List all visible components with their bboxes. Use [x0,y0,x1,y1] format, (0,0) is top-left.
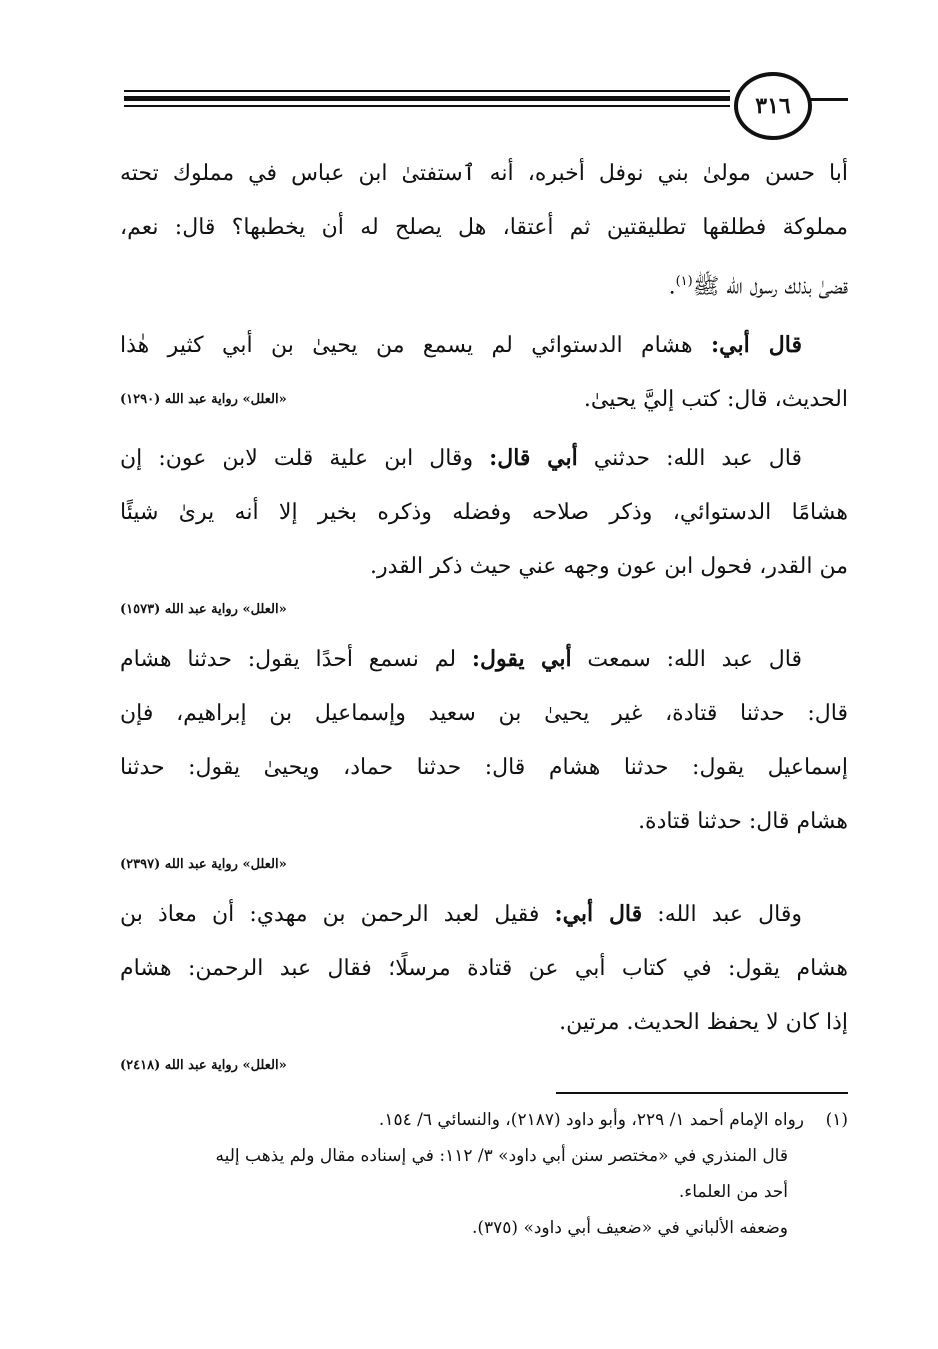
speaker-lead: أبي يقول: [471,646,572,673]
source-citation: «العلل» رواية عبد الله (٢٣٩٧) [120,857,287,873]
text-segment: وقال ابن علية قلت لابن عون: إن [120,446,474,472]
footnote-line: قال المنذري في «مختصر سنن أبي داود» ٣/ ١١٢: في إسناده مقال ولم يذهب إليه [215,1146,788,1166]
paragraph-3 [120,431,848,594]
text-line: هشام يقول: في كتاب أبي عن قتادة مرسلًا؛ فقال عبد الرحمن: هشام [120,956,848,982]
header-rule-top [124,90,730,92]
page-number: ٣١٦ [734,72,812,140]
footnote-line: وضعفه الألباني في «ضعيف أبي داود» (٣٧٥). [471,1218,788,1238]
text-line: مملوكة فطلقها تطليقتين ثم أعتقا، هل يصلح له أن يخطبها؟ قال: نعم، [120,215,848,240]
header-rule-main [124,96,730,101]
header-rule-right [808,98,848,101]
footnote-line: أحد من العلماء. [678,1182,788,1202]
text-line: إذا كان لا يحفظ الحديث. مرتين. [559,1010,848,1036]
header-rule-bottom [124,105,730,107]
text-line [120,887,848,942]
source-citation: «العلل» رواية عبد الله (١٥٧٣) [120,602,287,618]
speaker-lead: قال أبي: [554,901,643,928]
text-line: من القدر، فحول ابن عون وجهه عني حيث ذكر القدر. [369,554,848,580]
text-segment: قال عبد الله: حدثني [593,446,802,472]
text-segment: وقال عبد الله: [657,902,802,928]
text-line: أبا حسن مولىٰ بني نوفل أخبره، أنه ٱستفتىٰ ابن عباس في مملوك تحته [120,161,848,186]
footnote-ref[interactable]: (١) [675,274,693,289]
speaker-lead: قال أبي: [711,332,802,359]
speaker-lead: أبي قال: [489,445,578,472]
footnotes [190,1102,848,1246]
paragraph-5 [120,887,848,1050]
text-line: هشامًا الدستوائي، وذكر صلاحه وفضله وذكره بخير إلا أنه يرىٰ شيئًا [120,500,848,526]
text-segment: فقيل لعبد الرحمن بن مهدي: أن معاذ بن [120,902,540,928]
text-line: قضىٰ بذلك رسول الله ﷺ$^{(١)}$. [668,274,848,300]
footnote-divider [556,1092,848,1094]
footnote-number: (١) [825,1110,848,1130]
footnote-line [190,1102,848,1138]
text-line [120,373,848,427]
source-citation: «العلل» رواية عبد الله (١٢٩٠) [120,392,287,408]
text-line [120,431,848,486]
footnote-text: رواه الإمام أحمد ١/ ٢٢٩، وأبو داود (٢١٨٧)، والنسائي ٦/ ١٥٤. [378,1110,804,1130]
text-line: إسماعيل يقول: حدثنا هشام قال: حدثنا حماد، ويحيىٰ يقول: حدثنا [120,755,848,781]
text-segment: قال عبد الله: سمعت [587,647,802,673]
text-line [120,632,848,687]
paragraph-2 [120,318,848,427]
paragraph-4 [120,632,848,849]
paragraph-1 [120,147,848,314]
text-segment: لم نسمع أحدًا يقول: حدثنا هشام [120,647,457,673]
body-text [120,147,848,1088]
source-citation: «العلل» رواية عبد الله (٢٤١٨) [120,1058,287,1074]
text-line: قال: حدثنا قتادة، غير يحيىٰ بن سعيد وإسماعيل بن إبراهيم، فإن [120,701,848,727]
text-segment: هشام الدستوائي لم يسمع من يحيىٰ بن أبي كثير هٰذا [120,333,693,359]
text-segment: قضىٰ بذلك رسول الله ﷺ [692,274,848,300]
text-line [120,318,848,373]
text-segment: الحديث، قال: كتب إليَّ يحيىٰ. [583,387,848,413]
text-line: هشام قال: حدثنا قتادة. [638,809,848,835]
page-header [124,72,848,142]
